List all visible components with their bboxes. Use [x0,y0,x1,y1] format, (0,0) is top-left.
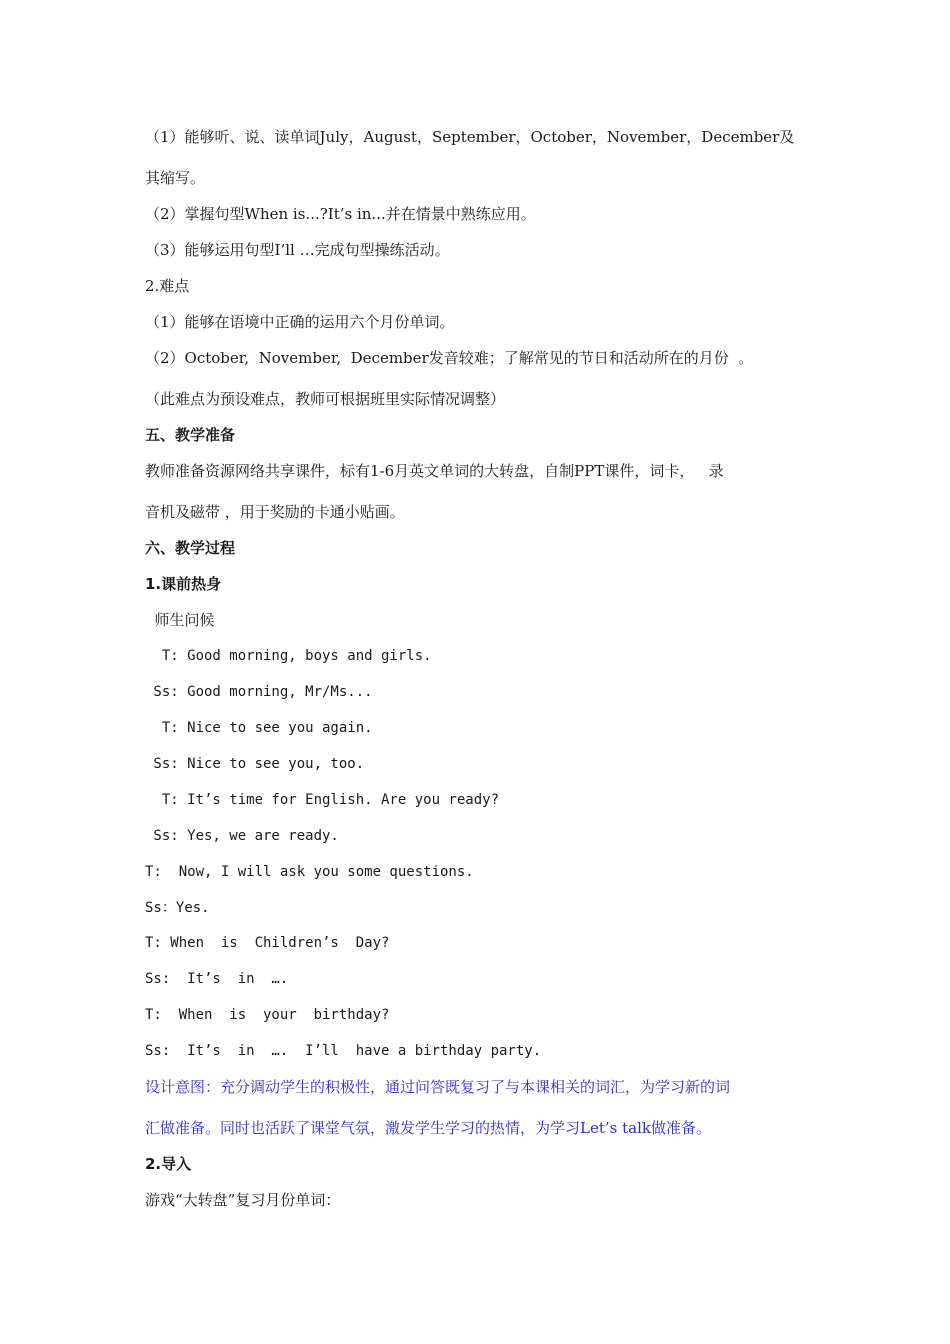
difficulty-heading: 2.难点 [145,277,190,295]
preparation-line-2: 音机及磁带 ，用于奖励的卡通小贴画。 [145,503,405,521]
game-intro: 游戏“大转盘”复习月份单词： [145,1191,341,1209]
dialogue-line: Ss: Yes, we are ready. [145,828,339,844]
preparation-line-1: 教师准备资源网络共享课件，标有1-6月英文单词的大转盘，自制PPT课件，词卡， 录 [145,462,724,480]
dialogue-line: Ss: Good morning, Mr/Ms... [145,684,373,700]
step-1-heading: 1.课前热身 [145,575,222,593]
dialogue-line: Ss: It’s in …. I’ll have a birthday party. [145,1043,542,1059]
dialogue-line: Ss: It’s in …. [145,971,289,987]
dialogue-line: T: It’s time for English. Are you ready? [145,792,500,808]
dialogue-line: T: Now, I will ask you some questions. [145,864,474,880]
dialogue-line: T: When is your birthday? [145,1007,390,1023]
design-intent-line-2: 汇做准备。同时也活跃了课堂气氛，激发学生学习的热情，为学习Let’s talk做准备。 [145,1119,711,1137]
difficulty-1: （1）能够在语境中正确的运用六个月份单词。 [145,313,455,331]
section-6-heading: 六、教学过程 [145,539,236,557]
difficulty-2: （2）October, November, December发音较难；了解常见的节日和活动所在的月份 。 [145,349,754,367]
objective-1-line-1: （1）能够听、说、读单词July，August，September，October，November，December及 [145,128,795,146]
dialogue-line: T: Nice to see you again. [145,720,373,736]
objective-1-line-2: 其缩写。 [145,169,206,187]
section-5-heading: 五、教学准备 [145,426,236,444]
difficulty-note: （此难点为预设难点，教师可根据班里实际情况调整） [145,390,506,408]
dialogue-line: Ss：Yes. [145,900,210,916]
dialogue-line: T: Good morning, boys and girls. [145,648,432,664]
objective-3: （3）能够运用句型I’ll …完成句型操练活动。 [145,241,450,259]
design-intent-line-1: 设计意图：充分调动学生的积极性，通过问答既复习了与本课相关的词汇，为学习新的词 [145,1078,731,1096]
dialogue-line: T: When is Children’s Day? [145,935,390,951]
objective-2: （2）掌握句型When is...?It’s in...并在情景中熟练应用。 [145,205,536,223]
greeting-label: 师生问候 [145,611,215,629]
dialogue-line: Ss: Nice to see you, too. [145,756,365,772]
step-2-heading: 2.导入 [145,1155,192,1173]
